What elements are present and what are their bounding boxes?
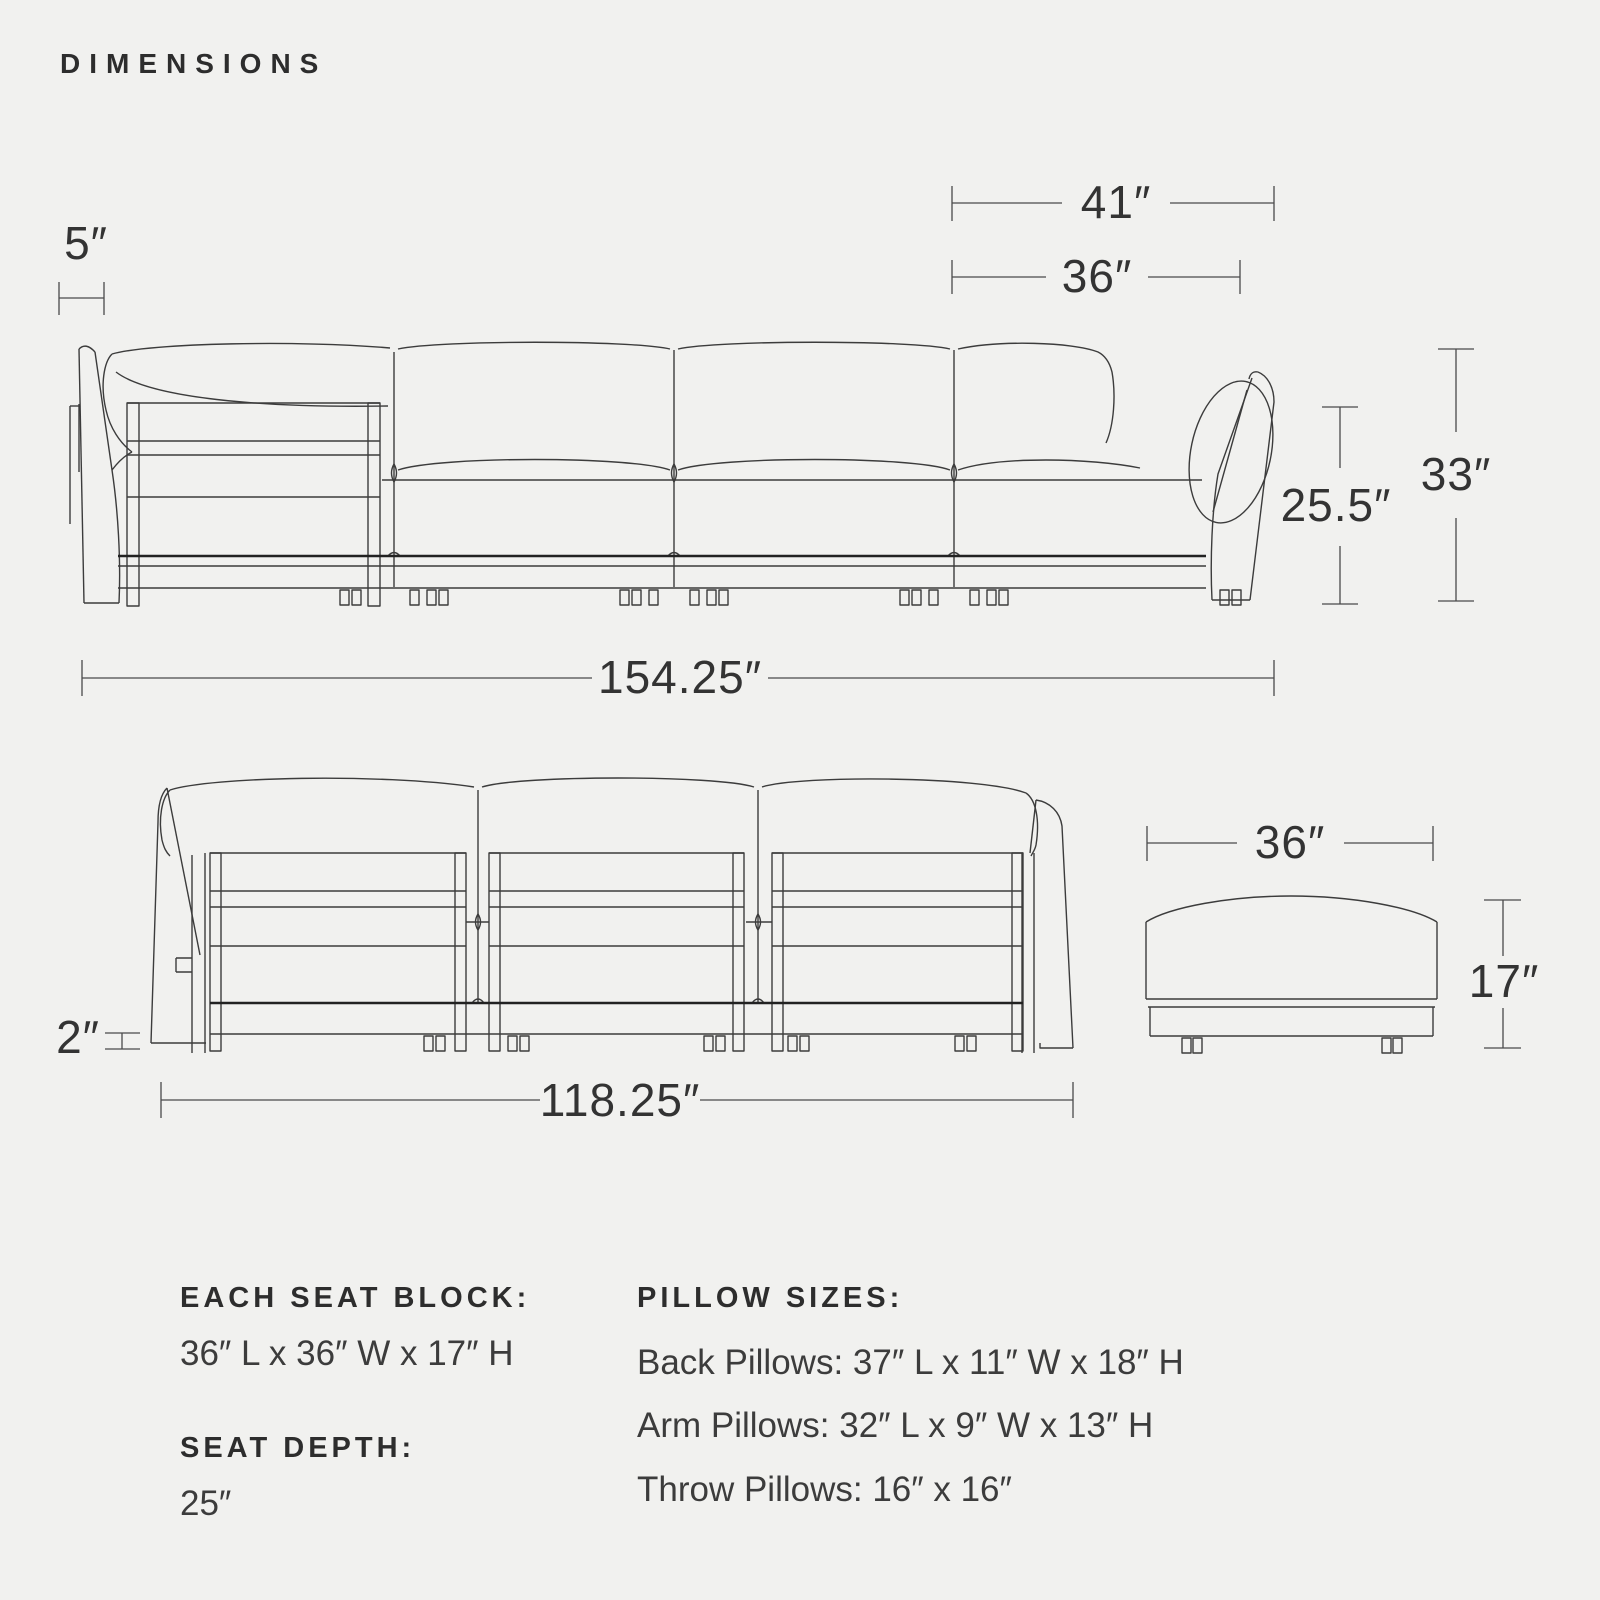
dimension-label-leg-height: 2″: [56, 1011, 100, 1063]
back-feet: [424, 1036, 976, 1051]
seat-block-value: 36″ L x 36″ W x 17″ H: [180, 1334, 514, 1373]
dimension-label-back-width: 118.25″: [539, 1074, 701, 1126]
ottoman-drawing: [1146, 896, 1437, 1053]
dimension-label-overall-height: 33″: [1420, 448, 1492, 500]
dimension-label-seat-width: 36″: [1061, 250, 1133, 302]
dimension-label-arm-depth: 5″: [64, 217, 108, 269]
seat-block-heading: EACH SEAT BLOCK:: [180, 1282, 531, 1314]
front-feet: [340, 590, 1241, 605]
seat-depth-value: 25″: [180, 1484, 232, 1523]
dimension-label-seat-height: 25.5″: [1280, 479, 1392, 531]
dimension-lines: [59, 186, 1521, 1118]
bolster-pillow: [1177, 373, 1285, 530]
pillow-arm-value: Arm Pillows: 32″ L x 9″ W x 13″ H: [637, 1406, 1154, 1445]
ottoman-feet: [1182, 1038, 1402, 1053]
page-title: DIMENSIONS: [60, 48, 328, 79]
back-elevation-drawing: [151, 778, 1073, 1053]
pillow-sizes-heading: PILLOW SIZES:: [637, 1282, 904, 1314]
dimension-label-ottoman-height: 17″: [1468, 955, 1540, 1007]
pillow-throw-value: Throw Pillows: 16″ x 16″: [637, 1470, 1012, 1509]
dimension-label-overall-width: 154.25″: [598, 651, 762, 703]
seat-depth-heading: SEAT DEPTH:: [180, 1432, 416, 1464]
dimension-label-seat-with-arm: 41″: [1080, 176, 1152, 228]
dimension-label-ottoman-width: 36″: [1254, 816, 1326, 868]
front-elevation-drawing: [70, 342, 1285, 606]
pillow-back-value: Back Pillows: 37″ L x 11″ W x 18″ H: [637, 1343, 1184, 1382]
